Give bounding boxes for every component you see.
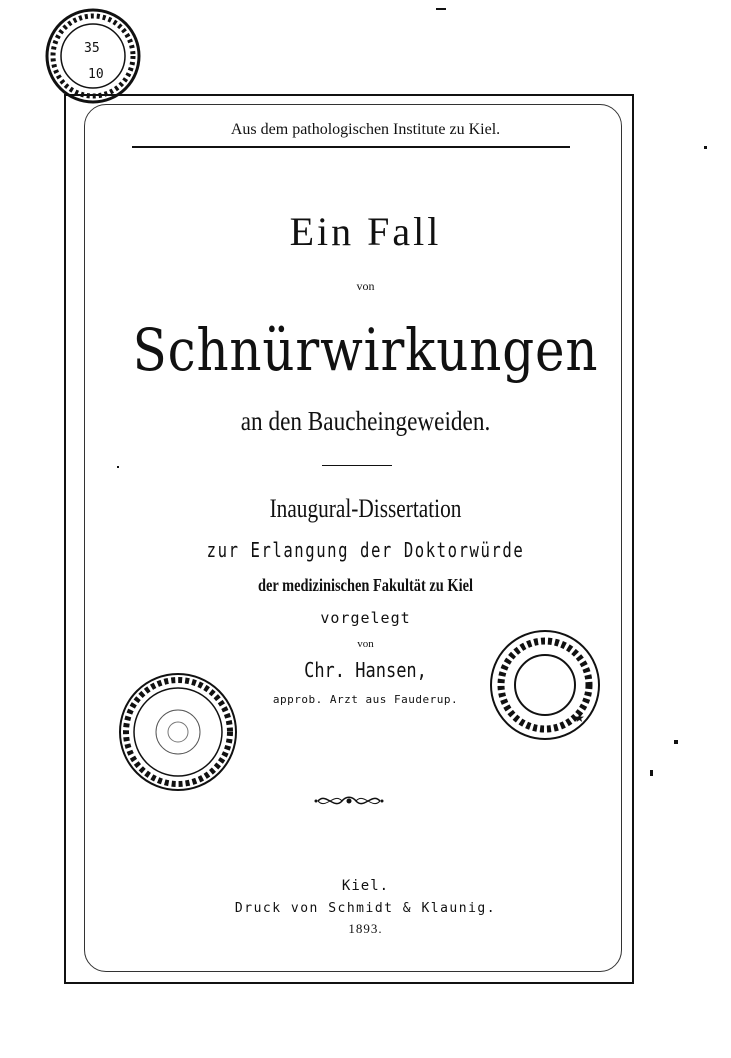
faculty-line: der medizinischen Fakultät zu Kiel: [258, 575, 473, 595]
library-stamp-top-left: [34, 6, 152, 106]
main-title: Schnürwirkungen: [132, 316, 599, 384]
dissertation-heading: Inaugural-Dissertation: [269, 494, 462, 523]
scan-speck: [674, 740, 678, 744]
divider-rule: [322, 465, 392, 466]
library-stamp-right: [486, 626, 604, 744]
year: 1893.: [348, 921, 383, 936]
svg-text:35: 35: [84, 41, 100, 56]
submitted-label: vorgelegt: [320, 609, 411, 627]
ornament-icon: [314, 790, 384, 812]
subtitle: an den Baucheingeweiden.: [240, 406, 491, 436]
scan-speck: [117, 466, 119, 468]
institute-line: Aus dem pathologischen Institute zu Kiel.: [230, 121, 501, 138]
purpose-line: zur Erlangung der Doktorwürde: [206, 538, 525, 562]
author-note: approb. Arzt aus Fauderup.: [272, 693, 459, 706]
institute-underline: [132, 146, 570, 148]
von-label-1: von: [356, 279, 375, 293]
library-stamp-middle-left: [114, 668, 242, 796]
scan-speck: [650, 770, 653, 776]
city: Kiel.: [341, 878, 390, 894]
scan-speck: [704, 146, 707, 149]
author-name: Chr. Hansen,: [304, 658, 427, 682]
von-label-2: von: [357, 638, 374, 650]
svg-text:10: 10: [88, 67, 104, 82]
scan-speck: [436, 8, 446, 10]
title-small: Ein Fall: [289, 209, 442, 254]
printer: Druck von Schmidt & Klaunig.: [234, 901, 497, 916]
svg-text:★: ★: [574, 711, 585, 725]
